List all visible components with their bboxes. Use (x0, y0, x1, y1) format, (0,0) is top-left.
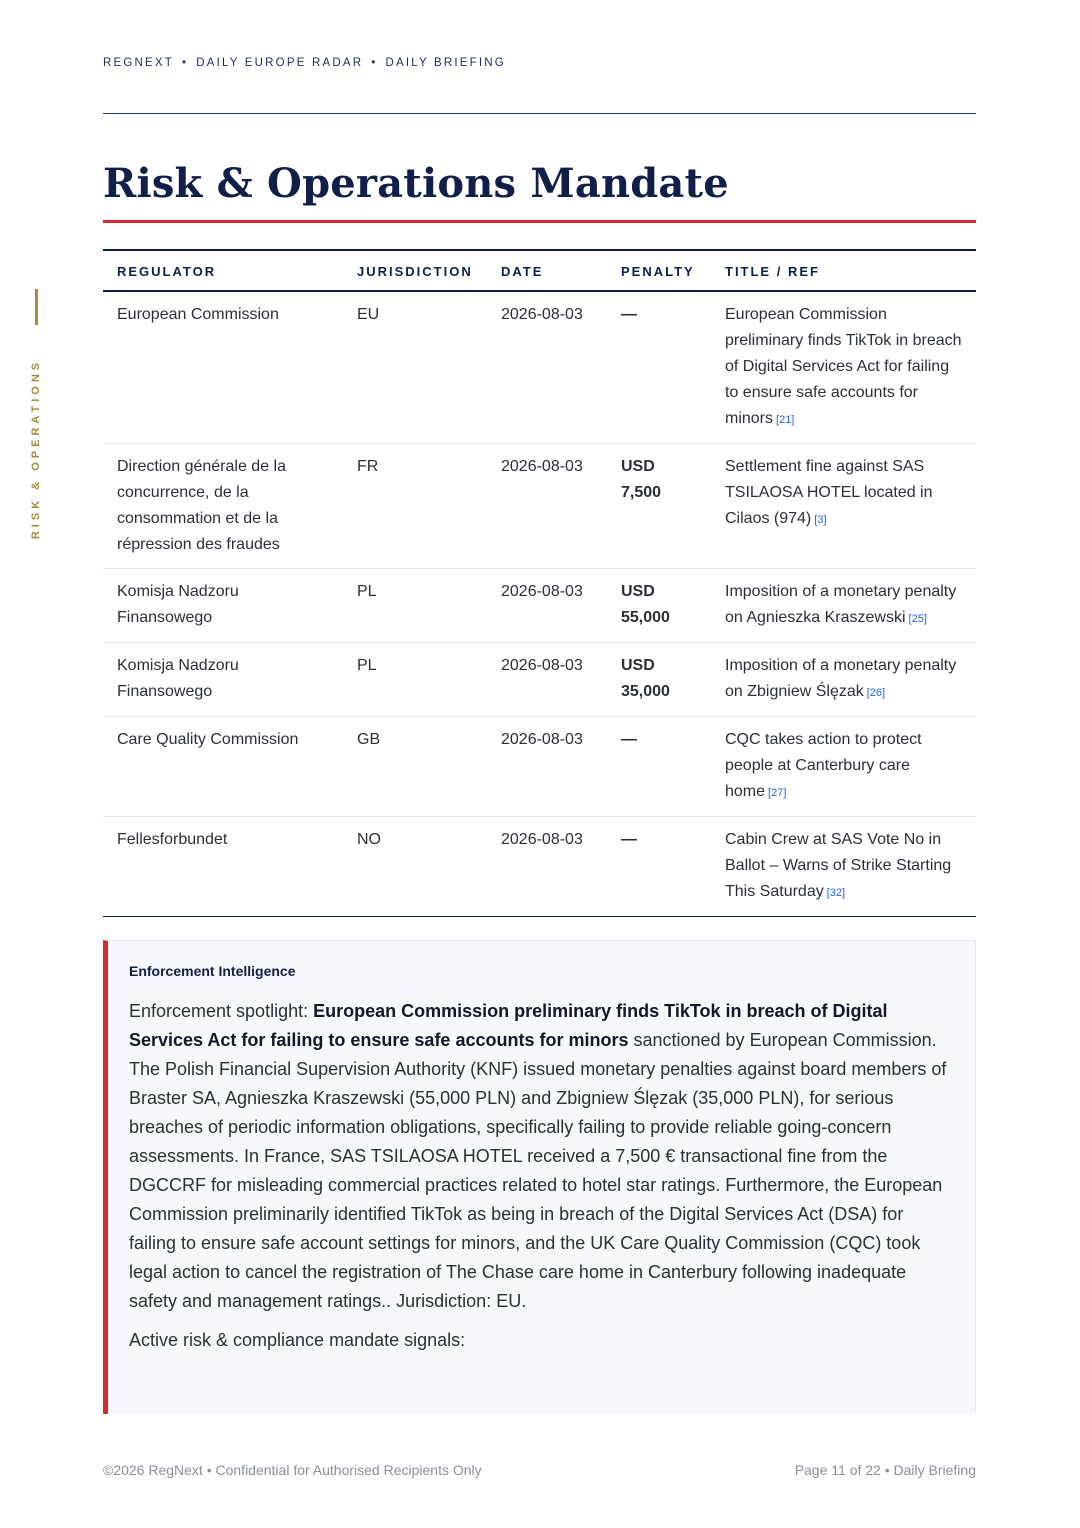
regulator-cell: Care Quality Commission (103, 717, 343, 817)
title-cell (711, 643, 976, 717)
regulator-cell: Komisja Nadzoru Finansowego (103, 643, 343, 717)
callout-signals-intro: Active risk & compliance mandate signals: (129, 1330, 466, 1350)
reference-link[interactable]: [32] (826, 887, 846, 899)
table-row (103, 444, 976, 569)
regulator-cell: Komisja Nadzoru Finansowego (103, 569, 343, 643)
title-cell (711, 817, 976, 917)
table-row (103, 643, 976, 717)
page-title: Risk & Operations Mandate (103, 160, 729, 207)
title-text: Cabin Crew at SAS Vote No in Ballot – Warns of Strike Starting This Saturday (725, 831, 952, 900)
title-cell (711, 291, 976, 444)
title-underline (103, 220, 976, 223)
column-header-regulator: REGULATOR (103, 250, 343, 291)
regulator-cell: Fellesforbundet (117, 831, 228, 848)
penalty-cell: — (607, 291, 711, 444)
header-separator: • (371, 57, 378, 69)
title-cell (711, 717, 976, 817)
callout-lead: Enforcement spotlight: (129, 1001, 314, 1021)
table-row (103, 569, 976, 643)
jurisdiction-cell: FR (343, 444, 487, 569)
date-cell: 2026-08-03 (487, 444, 607, 569)
header-edition: DAILY BRIEFING (385, 57, 506, 69)
header-brand: REGNEXT (103, 57, 174, 69)
column-header-penalty: PENALTY (607, 250, 711, 291)
penalty-cell: USD 7,500 (607, 444, 711, 569)
callout-body-text: sanctioned by European Commission. The Polish Financial Supervision Authority (KNF) issued monetary penalties against board members of Braster SA, Agnieszka Kraszewski (55,000 PLN) and Zbigniew Ślęzak (35,000 PLN), for serious breaches of periodic information obligations, specifically failing to provide reliable going-concern assessments. In France, SAS TSILAOSA HOTEL received a 7,500 € transactional fine from the DGCCRF for misleading commercial practices related to hotel star ratings. Furthermore, the European Commission preliminarily identified TikTok as being in breach of the Digital Services Act (DSA) for failing to ensure safe account settings for minors, and the UK Care Quality Commission (CQC) took legal action to cancel the registration of The Chase care home in Canterbury following inadequate safety and management ratings.. Jurisdiction: EU. (129, 1030, 947, 1311)
reference-link[interactable]: [3] (814, 514, 827, 526)
title-text: CQC takes action to protect people at Canterbury care home (725, 731, 922, 800)
jurisdiction-cell: PL (343, 569, 487, 643)
column-header-date: DATE (487, 250, 607, 291)
footer-copyright: ©2026 RegNext • Confidential for Authorised Recipients Only (103, 1462, 482, 1478)
header-separator: • (182, 57, 189, 69)
title-text: Imposition of a monetary penalty on Agnieszka Kraszewski (725, 583, 957, 626)
table-row (103, 817, 976, 917)
regulator-cell: European Commission (103, 291, 343, 444)
reference-link[interactable]: [26] (866, 687, 886, 699)
title-cell (711, 569, 976, 643)
callout-body (129, 997, 953, 1316)
title-cell (711, 444, 976, 569)
table-row (103, 717, 976, 817)
penalty-cell: — (607, 717, 711, 817)
jurisdiction-cell: NO (357, 831, 381, 848)
side-accent-bar (35, 289, 38, 325)
date-cell: 2026-08-03 (487, 291, 607, 444)
section-side-label: RISK & OPERATIONS (30, 358, 42, 540)
date-cell: 2026-08-03 (487, 643, 607, 717)
regulator-cell: Direction générale de la concurrence, de la consommation et de la répression des fraudes (103, 444, 343, 569)
table-row (103, 291, 976, 444)
penalty-cell: — (621, 831, 637, 848)
date-cell: 2026-08-03 (487, 569, 607, 643)
penalty-cell: USD 35,000 (607, 643, 711, 717)
header-product: DAILY EUROPE RADAR (196, 57, 364, 69)
reference-link[interactable]: [27] (768, 787, 787, 799)
column-header-jurisdiction: JURISDICTION (343, 250, 487, 291)
footer-page-number: Page 11 of 22 • Daily Briefing (794, 1462, 976, 1478)
table-header-row (103, 250, 976, 291)
reference-link[interactable]: [25] (908, 613, 927, 625)
mandate-table (103, 249, 976, 917)
callout-highlight: European Commission preliminary finds TikTok in breach of Digital Services Act for failing to ensure safe accounts for minors (129, 1001, 888, 1050)
jurisdiction-cell: GB (343, 717, 487, 817)
column-header-title-ref: TITLE / REF (711, 250, 976, 291)
date-cell: 2026-08-03 (487, 717, 607, 817)
penalty-cell: USD 55,000 (607, 569, 711, 643)
date-cell: 2026-08-03 (501, 831, 583, 848)
callout-title: Enforcement Intelligence (129, 963, 296, 979)
jurisdiction-cell: PL (343, 643, 487, 717)
title-text: European Commission preliminary finds TikTok in breach of Digital Services Act for failing to ensure safe accounts for minors (725, 306, 962, 427)
reference-link[interactable]: [21] (776, 414, 795, 426)
title-text: Settlement fine against SAS TSILAOSA HOTEL located in Cilaos (974) (725, 458, 933, 527)
jurisdiction-cell: EU (343, 291, 487, 444)
title-text: Imposition of a monetary penalty on Zbigniew Ślęzak (725, 657, 957, 700)
enforcement-intelligence-callout (103, 940, 976, 1414)
running-header (103, 57, 506, 69)
header-divider (103, 113, 976, 114)
